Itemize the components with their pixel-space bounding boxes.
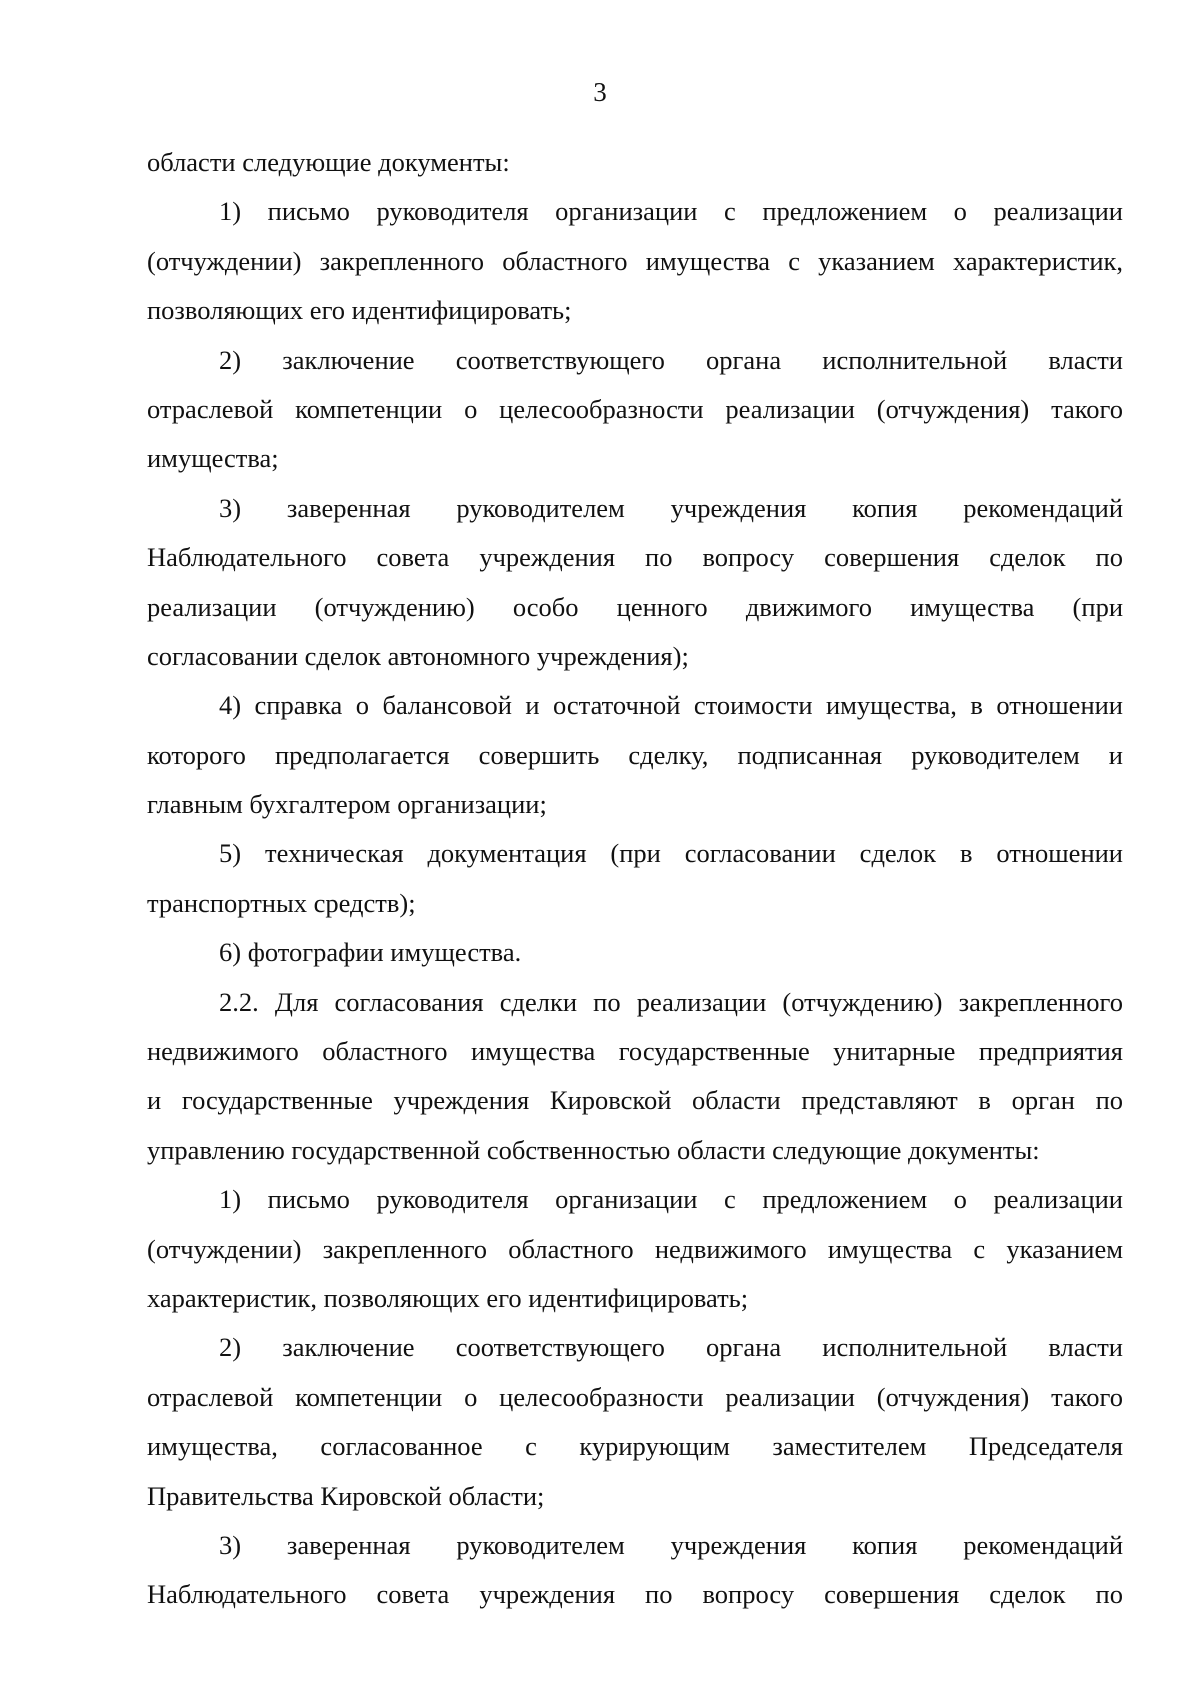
text-line: 4) справка о балансовой и остаточной стоимости имущества, в отношении bbox=[219, 690, 1123, 721]
text-line: которого предполагается совершить сделку, подписанная руководителем и bbox=[147, 739, 1123, 770]
text-line: отраслевой компетенции о целесообразности реализации (отчуждения) такого bbox=[147, 1381, 1123, 1412]
text-line: 2) заключение соответствующего органа исполнительной власти bbox=[219, 1332, 1123, 1363]
text-line: характеристик, позволяющих его идентифицировать; bbox=[147, 1282, 749, 1313]
text-line: Наблюдательного совета учреждения по вопросу совершения сделок по bbox=[147, 1579, 1123, 1610]
text-line: 3) заверенная руководителем учреждения копия рекомендаций bbox=[219, 492, 1123, 523]
text-line: главным бухгалтером организации; bbox=[147, 789, 547, 820]
text-line: реализации (отчуждению) особо ценного движимого имущества (при bbox=[147, 591, 1123, 622]
text-line: 6) фотографии имущества. bbox=[219, 937, 522, 968]
text-line: 1) письмо руководителя организации с предложением о реализации bbox=[219, 196, 1123, 227]
text-line: области следующие документы: bbox=[147, 147, 510, 177]
text-line: недвижимого областного имущества государственные унитарные предприятия bbox=[147, 1036, 1123, 1067]
text-line: (отчуждении) закрепленного областного недвижимого имущества с указанием bbox=[147, 1233, 1123, 1264]
text-line: 5) техническая документация (при согласовании сделок в отношении bbox=[219, 838, 1123, 869]
text-line: и государственные учреждения Кировской области представляют в орган по bbox=[147, 1085, 1123, 1116]
text-line: имущества; bbox=[147, 443, 279, 474]
text-line: 1) письмо руководителя организации с предложением о реализации bbox=[219, 1184, 1123, 1215]
text-line: управлению государственной собственностью области следующие документы: bbox=[147, 1134, 1040, 1165]
text-line: транспортных средств); bbox=[147, 887, 416, 918]
text-line: 3) заверенная руководителем учреждения копия рекомендаций bbox=[219, 1529, 1123, 1560]
text-line: согласовании сделок автономного учреждения); bbox=[147, 640, 689, 671]
page-number: 3 bbox=[593, 77, 607, 107]
text-line: Правительства Кировской области; bbox=[147, 1480, 545, 1511]
text-line: Наблюдательного совета учреждения по вопросу совершения сделок по bbox=[147, 542, 1123, 573]
text-line: 2) заключение соответствующего органа исполнительной власти bbox=[219, 344, 1123, 375]
text-line: (отчуждении) закрепленного областного имущества с указанием характеристик, bbox=[147, 245, 1123, 276]
text-line: отраслевой компетенции о целесообразности реализации (отчуждения) такого bbox=[147, 393, 1123, 424]
document-body bbox=[147, 138, 1123, 1620]
text-line: 2.2. Для согласования сделки по реализации (отчуждению) закрепленного bbox=[219, 986, 1123, 1017]
text-line: имущества, согласованное с курирующим заместителем Председателя bbox=[147, 1431, 1123, 1462]
text-line: позволяющих его идентифицировать; bbox=[147, 295, 572, 326]
